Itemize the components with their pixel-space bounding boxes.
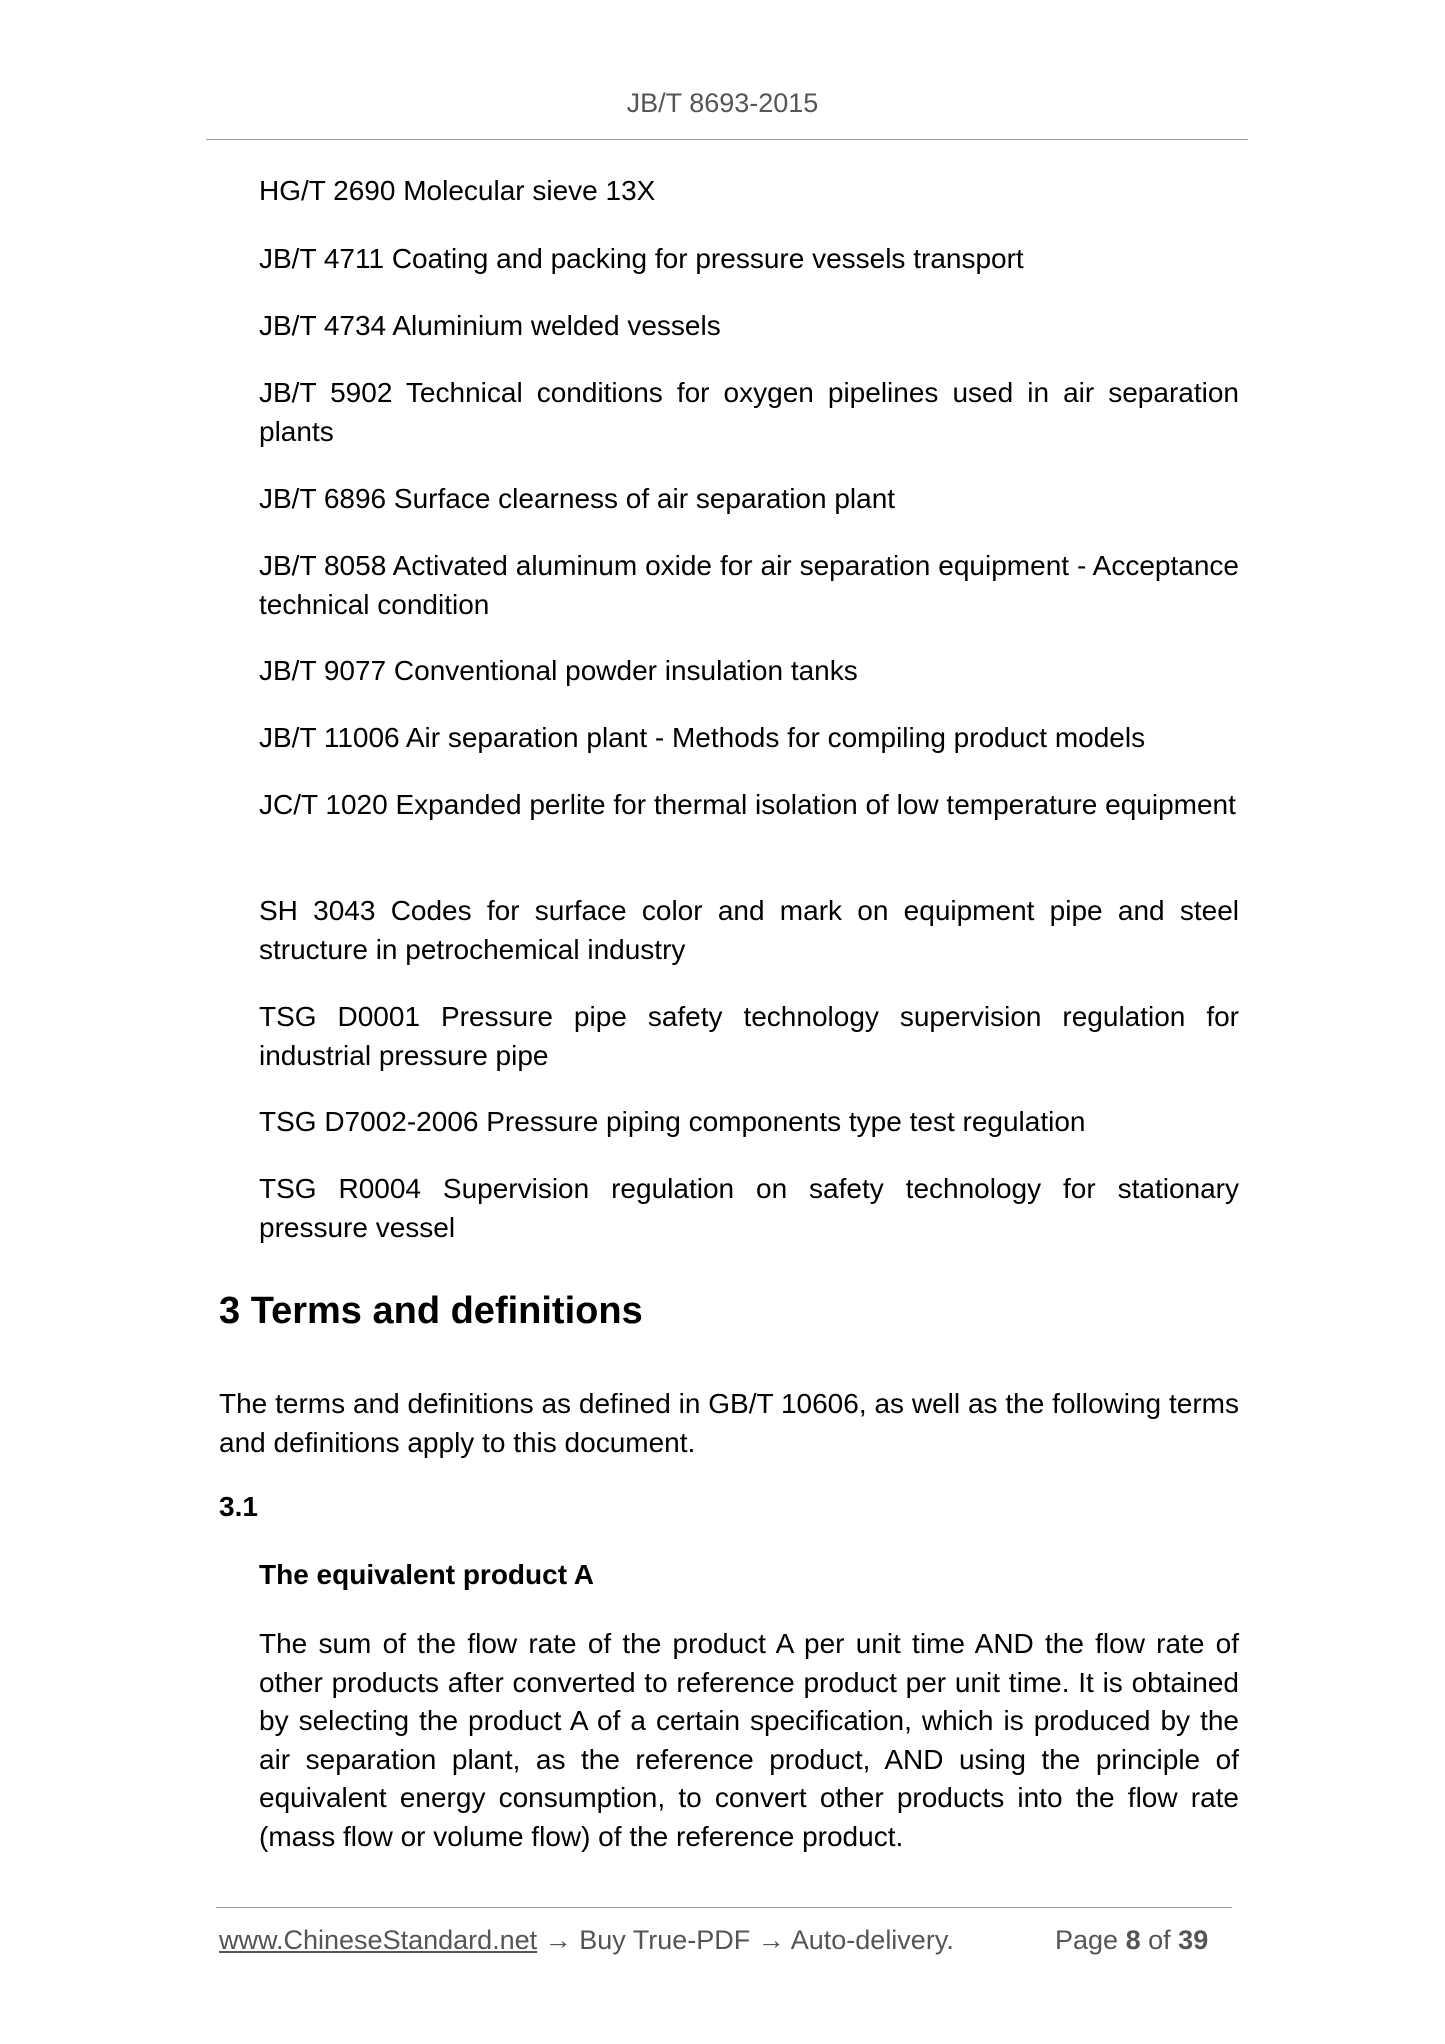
page-indicator xyxy=(1055,1925,1208,1956)
reference-item: JB/T 4711 Coating and packing for pressure vessels transport xyxy=(259,243,1024,274)
reference-item: JB/T 4734 Aluminium welded vessels xyxy=(259,310,721,341)
section-intro: The terms and definitions as defined in GB/T 10606, as well as the following terms and definitions apply to this document. xyxy=(219,1388,1239,1458)
header-divider xyxy=(206,139,1248,140)
term-name: The equivalent product A xyxy=(259,1559,594,1590)
reference-item: JC/T 1020 Expanded perlite for thermal isolation of low temperature equipment xyxy=(259,789,1236,820)
reference-item: TSG D0001 Pressure pipe safety technology supervision regulation for industrial pressure pipe xyxy=(259,1001,1239,1071)
footer-promo xyxy=(219,1925,954,1956)
reference-item: JB/T 8058 Activated aluminum oxide for air separation equipment - Acceptance technical condition xyxy=(259,550,1239,620)
reference-item: JB/T 11006 Air separation plant - Methods for compiling product models xyxy=(259,722,1146,753)
reference-item: TSG D7002-2006 Pressure piping components type test regulation xyxy=(259,1106,1086,1137)
term-definition: The sum of the flow rate of the product A per unit time AND the flow rate of other products after converted to reference product per unit time. It is obtained by selecting the product A of a certain specification, which is produced by the air separation plant, as the reference product, AND using the principle of equivalent energy consumption, to convert other products into the flow rate (mass flow or volume flow) of the reference product. xyxy=(259,1628,1239,1852)
clause-number: 3.1 xyxy=(219,1491,258,1522)
reference-item: JB/T 5902 Technical conditions for oxygen pipelines used in air separation plants xyxy=(259,377,1239,447)
page-current: 8 xyxy=(1125,1925,1141,1955)
reference-item: HG/T 2690 Molecular sieve 13X xyxy=(259,175,656,206)
page-label: Page xyxy=(1055,1925,1119,1955)
reference-item: JB/T 9077 Conventional powder insulation tanks xyxy=(259,655,858,686)
reference-item: TSG R0004 Supervision regulation on safety technology for stationary pressure vessel xyxy=(259,1173,1239,1243)
page-of: of xyxy=(1148,1925,1171,1955)
footer-divider xyxy=(216,1907,1232,1908)
website-link[interactable]: www.ChineseStandard.net xyxy=(219,1925,538,1955)
document-code-header: JB/T 8693-2015 xyxy=(626,88,819,118)
footer-tagline: → Buy True-PDF → Auto-delivery. xyxy=(537,1925,954,1955)
reference-item: JB/T 6896 Surface clearness of air separation plant xyxy=(259,483,896,514)
section-heading: 3 Terms and definitions xyxy=(219,1290,643,1332)
page-total: 39 xyxy=(1178,1925,1209,1955)
reference-item: SH 3043 Codes for surface color and mark on equipment pipe and steel structure in petrochemical industry xyxy=(259,895,1239,965)
